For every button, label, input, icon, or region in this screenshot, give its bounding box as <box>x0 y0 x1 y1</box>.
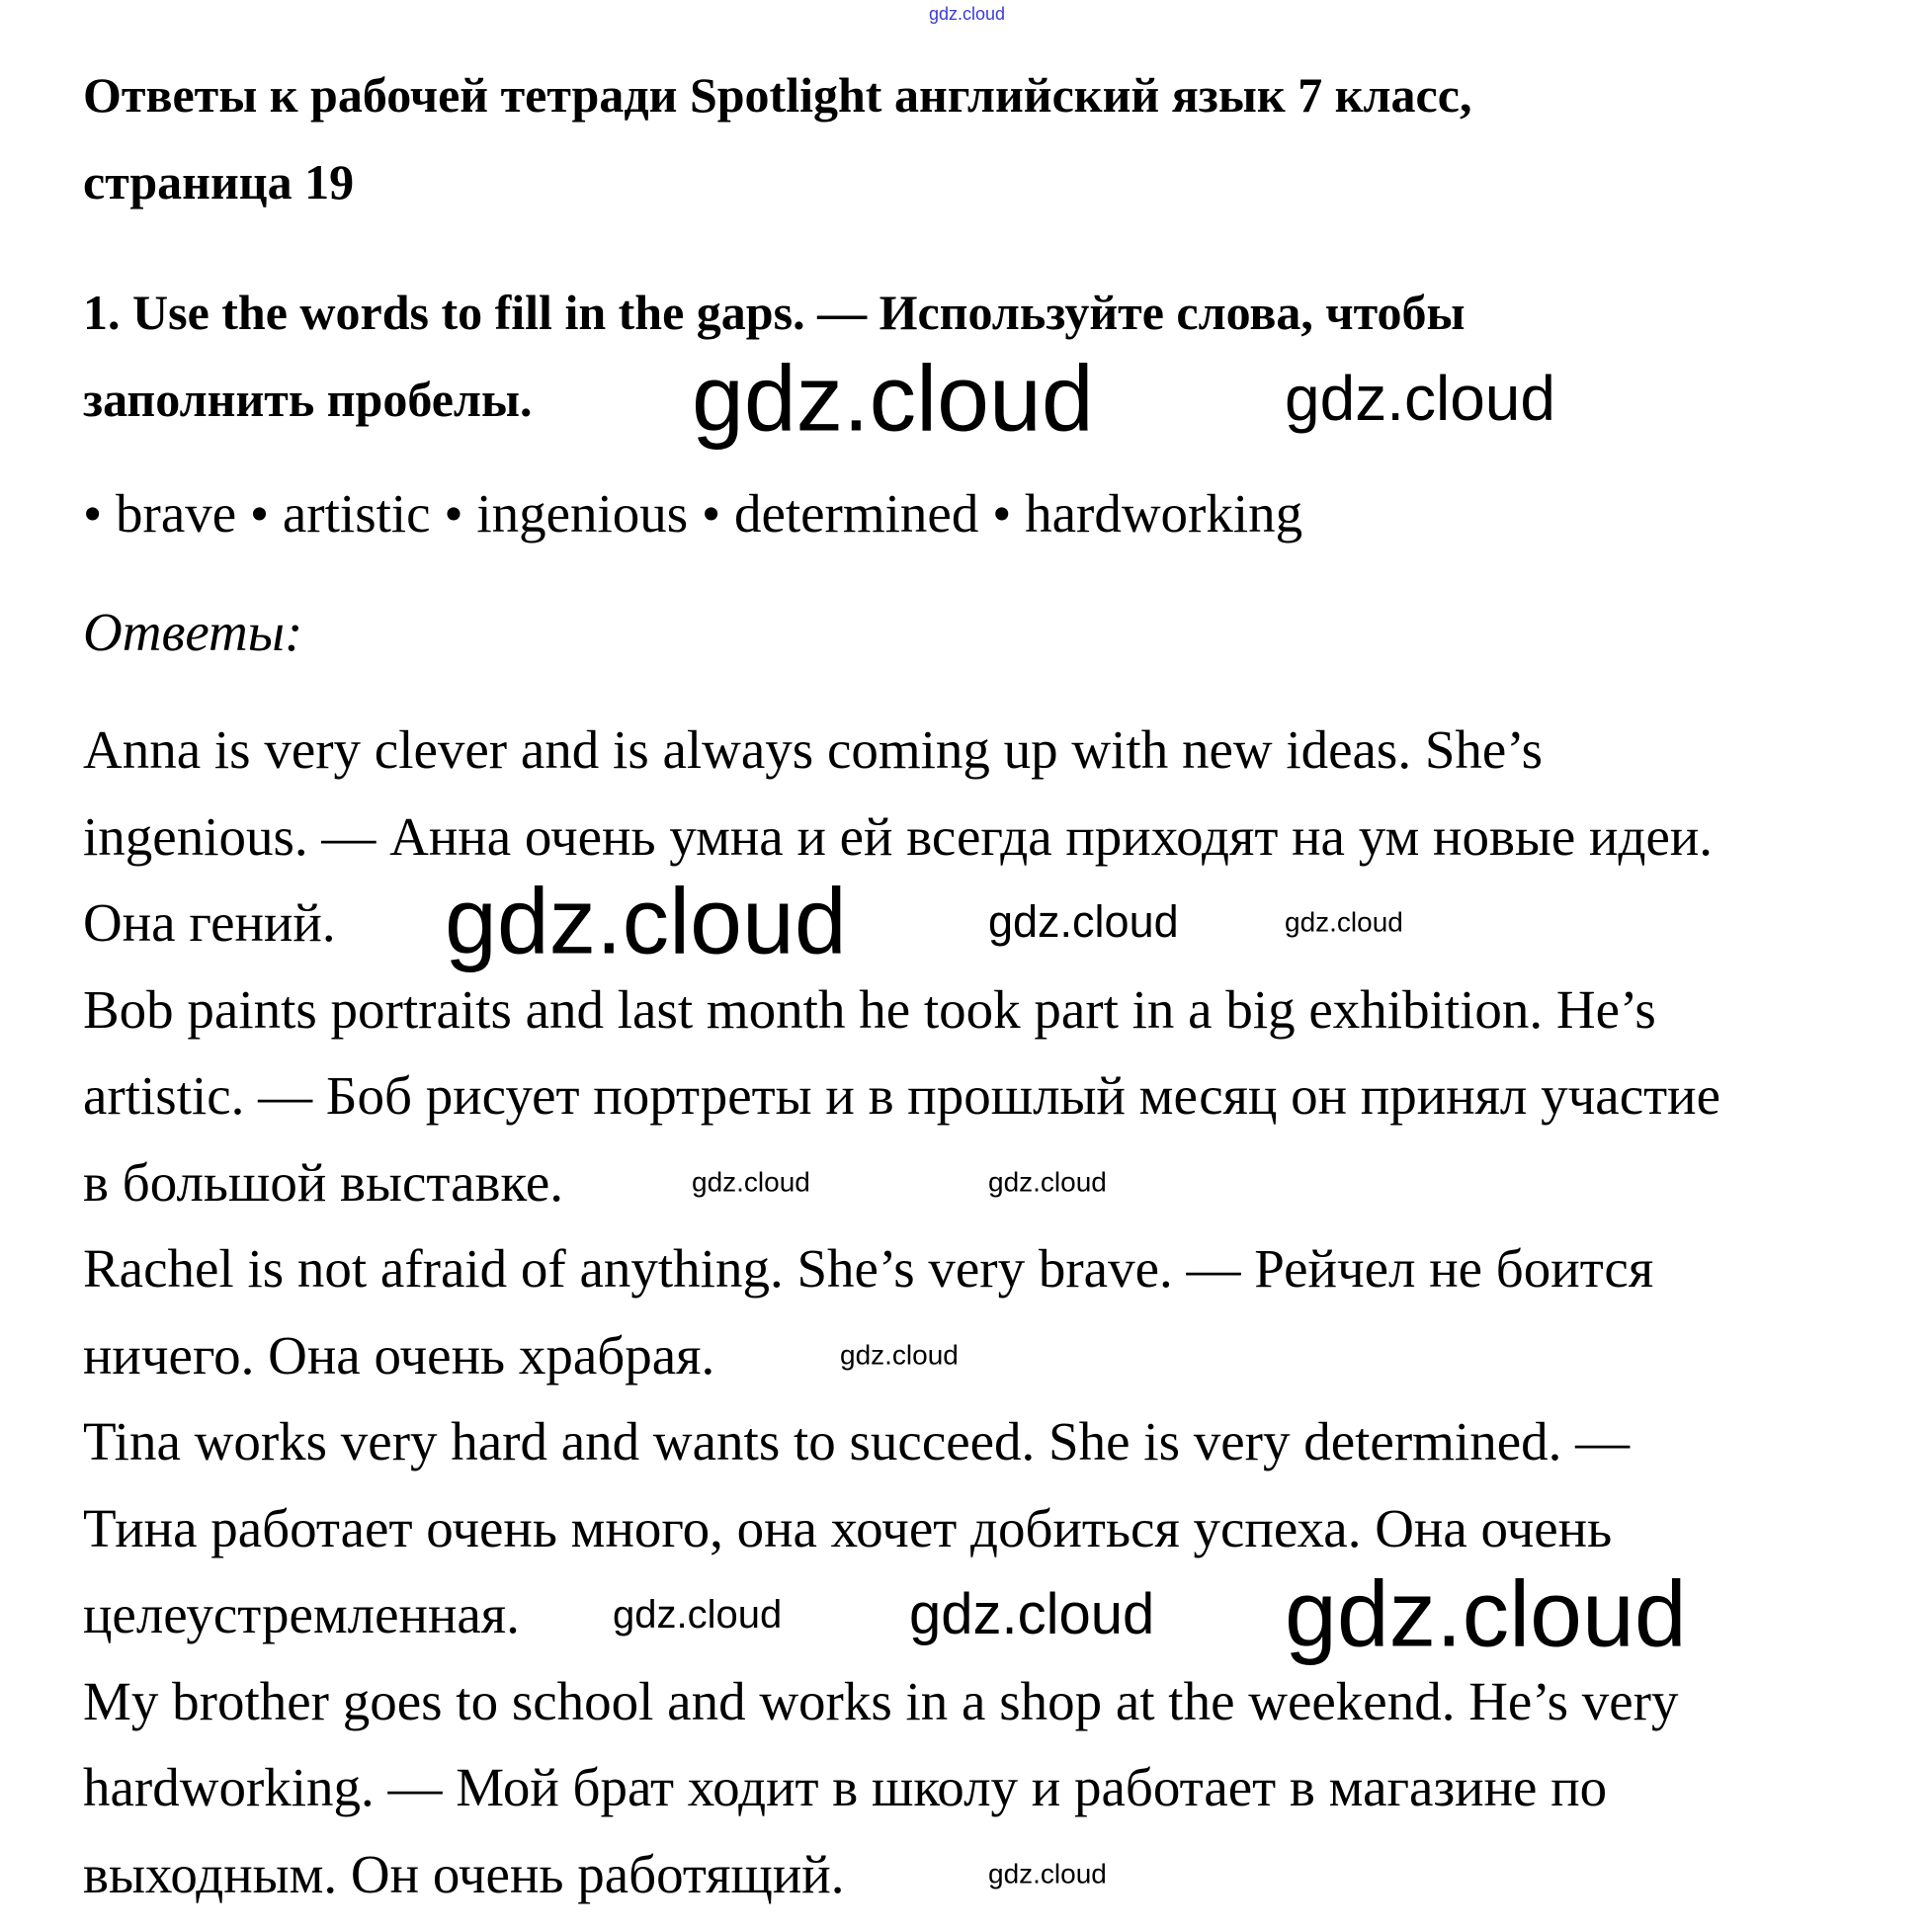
answer-line: выходным. Он очень работящий. <box>83 1843 845 1904</box>
watermark: gdz.cloud <box>988 1166 1107 1198</box>
answers-label: Ответы: <box>83 602 303 662</box>
watermark: gdz.cloud <box>1285 363 1555 435</box>
answer-line: Rachel is not afraid of anything. She’s very brave. — Рейчел не боится <box>83 1238 1654 1299</box>
watermark: gdz.cloud <box>1285 906 1403 938</box>
task-line: 1. Use the words to fill in the gaps. — Используйте слова, чтобы <box>83 285 1465 340</box>
watermark: gdz.cloud <box>445 869 847 974</box>
answers-body <box>83 707 1720 1917</box>
answer-line: ingenious. — Анна очень умна и ей всегда приходят на ум новые идеи. <box>83 805 1714 867</box>
answer-line: hardworking. — Мой брат ходит в школу и работает в магазине по <box>83 1757 1608 1817</box>
task-line: заполнить пробелы. <box>83 372 533 427</box>
watermark: gdz.cloud <box>692 1166 810 1198</box>
watermark: gdz.cloud <box>840 1339 959 1371</box>
watermark: gdz.cloud <box>692 346 1094 452</box>
watermark: gdz.cloud <box>988 895 1179 947</box>
answer-line: в большой выставке. <box>83 1151 563 1213</box>
answer-line: Bob paints portraits and last month he took part in a big exhibition. He’s <box>83 978 1656 1040</box>
answer-line: Anna is very clever and is always coming up with new ideas. She’s <box>83 719 1544 780</box>
page-title <box>83 51 1471 225</box>
answer-line: Она гений. <box>83 892 336 953</box>
watermark: gdz.cloud <box>909 1581 1155 1646</box>
watermark-top: gdz.cloud <box>929 3 1006 24</box>
watermark: gdz.cloud <box>613 1593 783 1637</box>
answer-line: ничего. Она очень храбрая. <box>83 1324 715 1386</box>
title-line: страница 19 <box>83 154 355 210</box>
answer-line: целеустремленная. <box>83 1584 520 1644</box>
answer-line: artistic. — Боб рисует портреты и в прошлый месяц он принял участие <box>83 1065 1720 1126</box>
word-list: • brave • artistic • ingenious • determined • hardworking <box>83 483 1303 544</box>
watermark: gdz.cloud <box>988 1858 1107 1890</box>
answer-line: Тина работает очень много, она хочет добиться успеха. Она очень <box>83 1497 1613 1558</box>
title-line: Ответы к рабочей тетради Spotlight английский язык 7 класс, <box>83 67 1472 123</box>
answer-line: My brother goes to school and works in a shop at the weekend. He’s very <box>83 1670 1679 1731</box>
watermark: gdz.cloud <box>1285 1561 1687 1667</box>
answer-line: Tina works very hard and wants to succeed. She is very determined. — <box>83 1411 1631 1471</box>
